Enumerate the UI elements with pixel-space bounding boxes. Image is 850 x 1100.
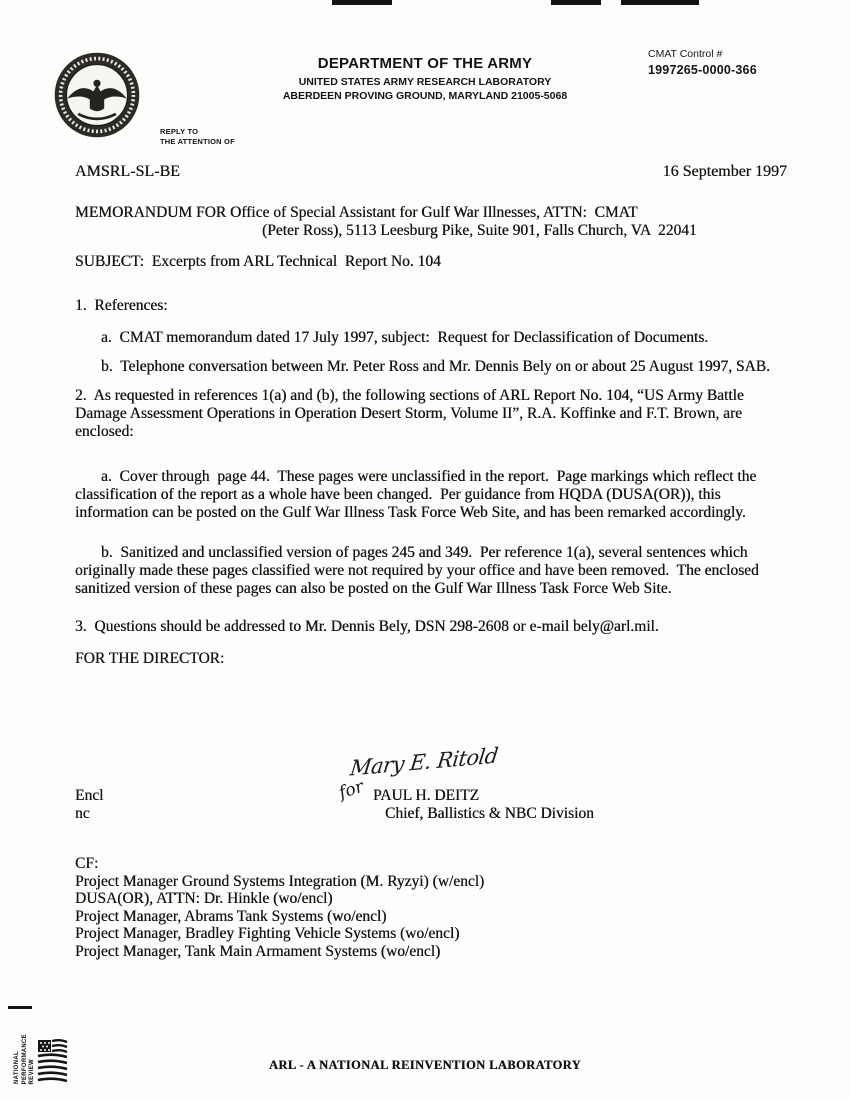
for-the-director-line: FOR THE DIRECTOR: (75, 650, 225, 667)
dod-seal-graphic (52, 50, 142, 140)
dod-seal (52, 50, 142, 140)
memorandum-for-line1: MEMORANDUM FOR Office of Special Assistant for Gulf War Illnesses, ATTN: CMAT (75, 204, 638, 221)
cf-item: Project Manager, Bradley Fighting Vehicle Systems (wo/encl) (75, 925, 460, 942)
subject-line: SUBJECT: Excerpts from ARL Technical Report No. 104 (75, 253, 441, 270)
npr-word-national: NATIONAL (14, 1051, 20, 1085)
npr-word-review: REVIEW (29, 1058, 36, 1085)
paragraph-2a: a. Cover through page 44. These pages were unclassified in the report. Page markings which reflect the classification of the report as a whole have been changed. Per guidance from HQDA (DUSA(OR)), this information can be posted on the Gulf War Illness Task Force Web Site, and has been remarked accordingly. (75, 468, 761, 521)
scan-artifact (621, 0, 699, 5)
reply-to-block (160, 127, 235, 147)
scan-artifact (332, 0, 392, 5)
cmat-control-block (648, 48, 757, 77)
memo-date: 16 September 1997 (662, 163, 787, 180)
cf-item: DUSA(OR), ATTN: Dr. Hinkle (wo/encl) (75, 890, 333, 907)
cf-block (75, 855, 787, 960)
paragraph-2: 2. As requested in references 1(a) and (b), the following sections of ARL Report No. 104, “US Army Battle Damage Assessment Operations in Operation Desert Storm, Volume II”, R.A. Koffinke and F.T. Brown, are enclosed: (75, 387, 748, 440)
paragraph-1a: a. CMAT memorandum dated 17 July 1997, subject: Request for Declassification of Documents. (101, 329, 709, 346)
paragraph-1b: b. Telephone conversation between Mr. Peter Ross and Mr. Dennis Bely on or about 25 August 1997, SAB. (101, 358, 770, 375)
cf-item: Project Manager, Abrams Tank Systems (wo/encl) (75, 907, 387, 925)
office-symbol-row (75, 163, 787, 181)
reply-to-line2: THE ATTENTION OF (160, 136, 235, 146)
npr-word-performance: PERFORMANCE (21, 1034, 28, 1085)
cf-label: CF: (75, 855, 99, 872)
letterhead-department: DEPARTMENT OF THE ARMY (317, 55, 533, 72)
signer-title: Chief, Ballistics & NBC Division (385, 805, 594, 822)
signer-name: PAUL H. DEITZ (373, 787, 480, 804)
cmat-control-label: CMAT Control # (648, 48, 723, 60)
letterhead (225, 55, 625, 102)
memo-body (75, 204, 787, 668)
scan-artifact (551, 0, 601, 5)
footer-tagline: ARL - A NATIONAL REINVENTION LABORATORY (268, 1058, 582, 1072)
cf-item: Project Manager Ground Systems Integration (M. Ryzyi) (w/encl) (75, 872, 485, 890)
cmat-control-number: 1997265-0000-366 (648, 63, 757, 77)
nc-notation: nc (75, 805, 90, 822)
paragraph-2b: b. Sanitized and unclassified version of pages 245 and 349. Per reference 1(a), several sentences which originally made these pages classified were not required by your office and have been removed. The enclosed sanitized version of these pages can also be posted on the Gulf War Illness Task Force Web Site. (75, 544, 763, 597)
letterhead-organization: UNITED STATES ARMY RESEARCH LABORATORY (298, 76, 552, 88)
signature-for-mark: for (336, 776, 367, 804)
enclosure-notation: Encl (75, 787, 104, 804)
letterhead-address: ABERDEEN PROVING GROUND, MARYLAND 21005-5068 (282, 90, 568, 102)
office-symbol: AMSRL-SL-BE (75, 163, 180, 180)
reply-to-line1: REPLY TO (160, 127, 199, 136)
scan-artifact (8, 1006, 32, 1009)
cf-item: Project Manager, Tank Main Armament Systems (wo/encl) (75, 942, 441, 960)
paragraph-3: 3. Questions should be addressed to Mr. Dennis Bely, DSN 298-2608 or e-mail bely@arl.mil. (75, 618, 659, 635)
signature-handwriting: Mary E. Ritold (348, 743, 500, 781)
memorandum-for-line2: (Peter Ross), 5113 Leesburg Pike, Suite 901, Falls Church, VA 22041 (262, 222, 697, 239)
paragraph-1-references: 1. References: (75, 297, 168, 314)
